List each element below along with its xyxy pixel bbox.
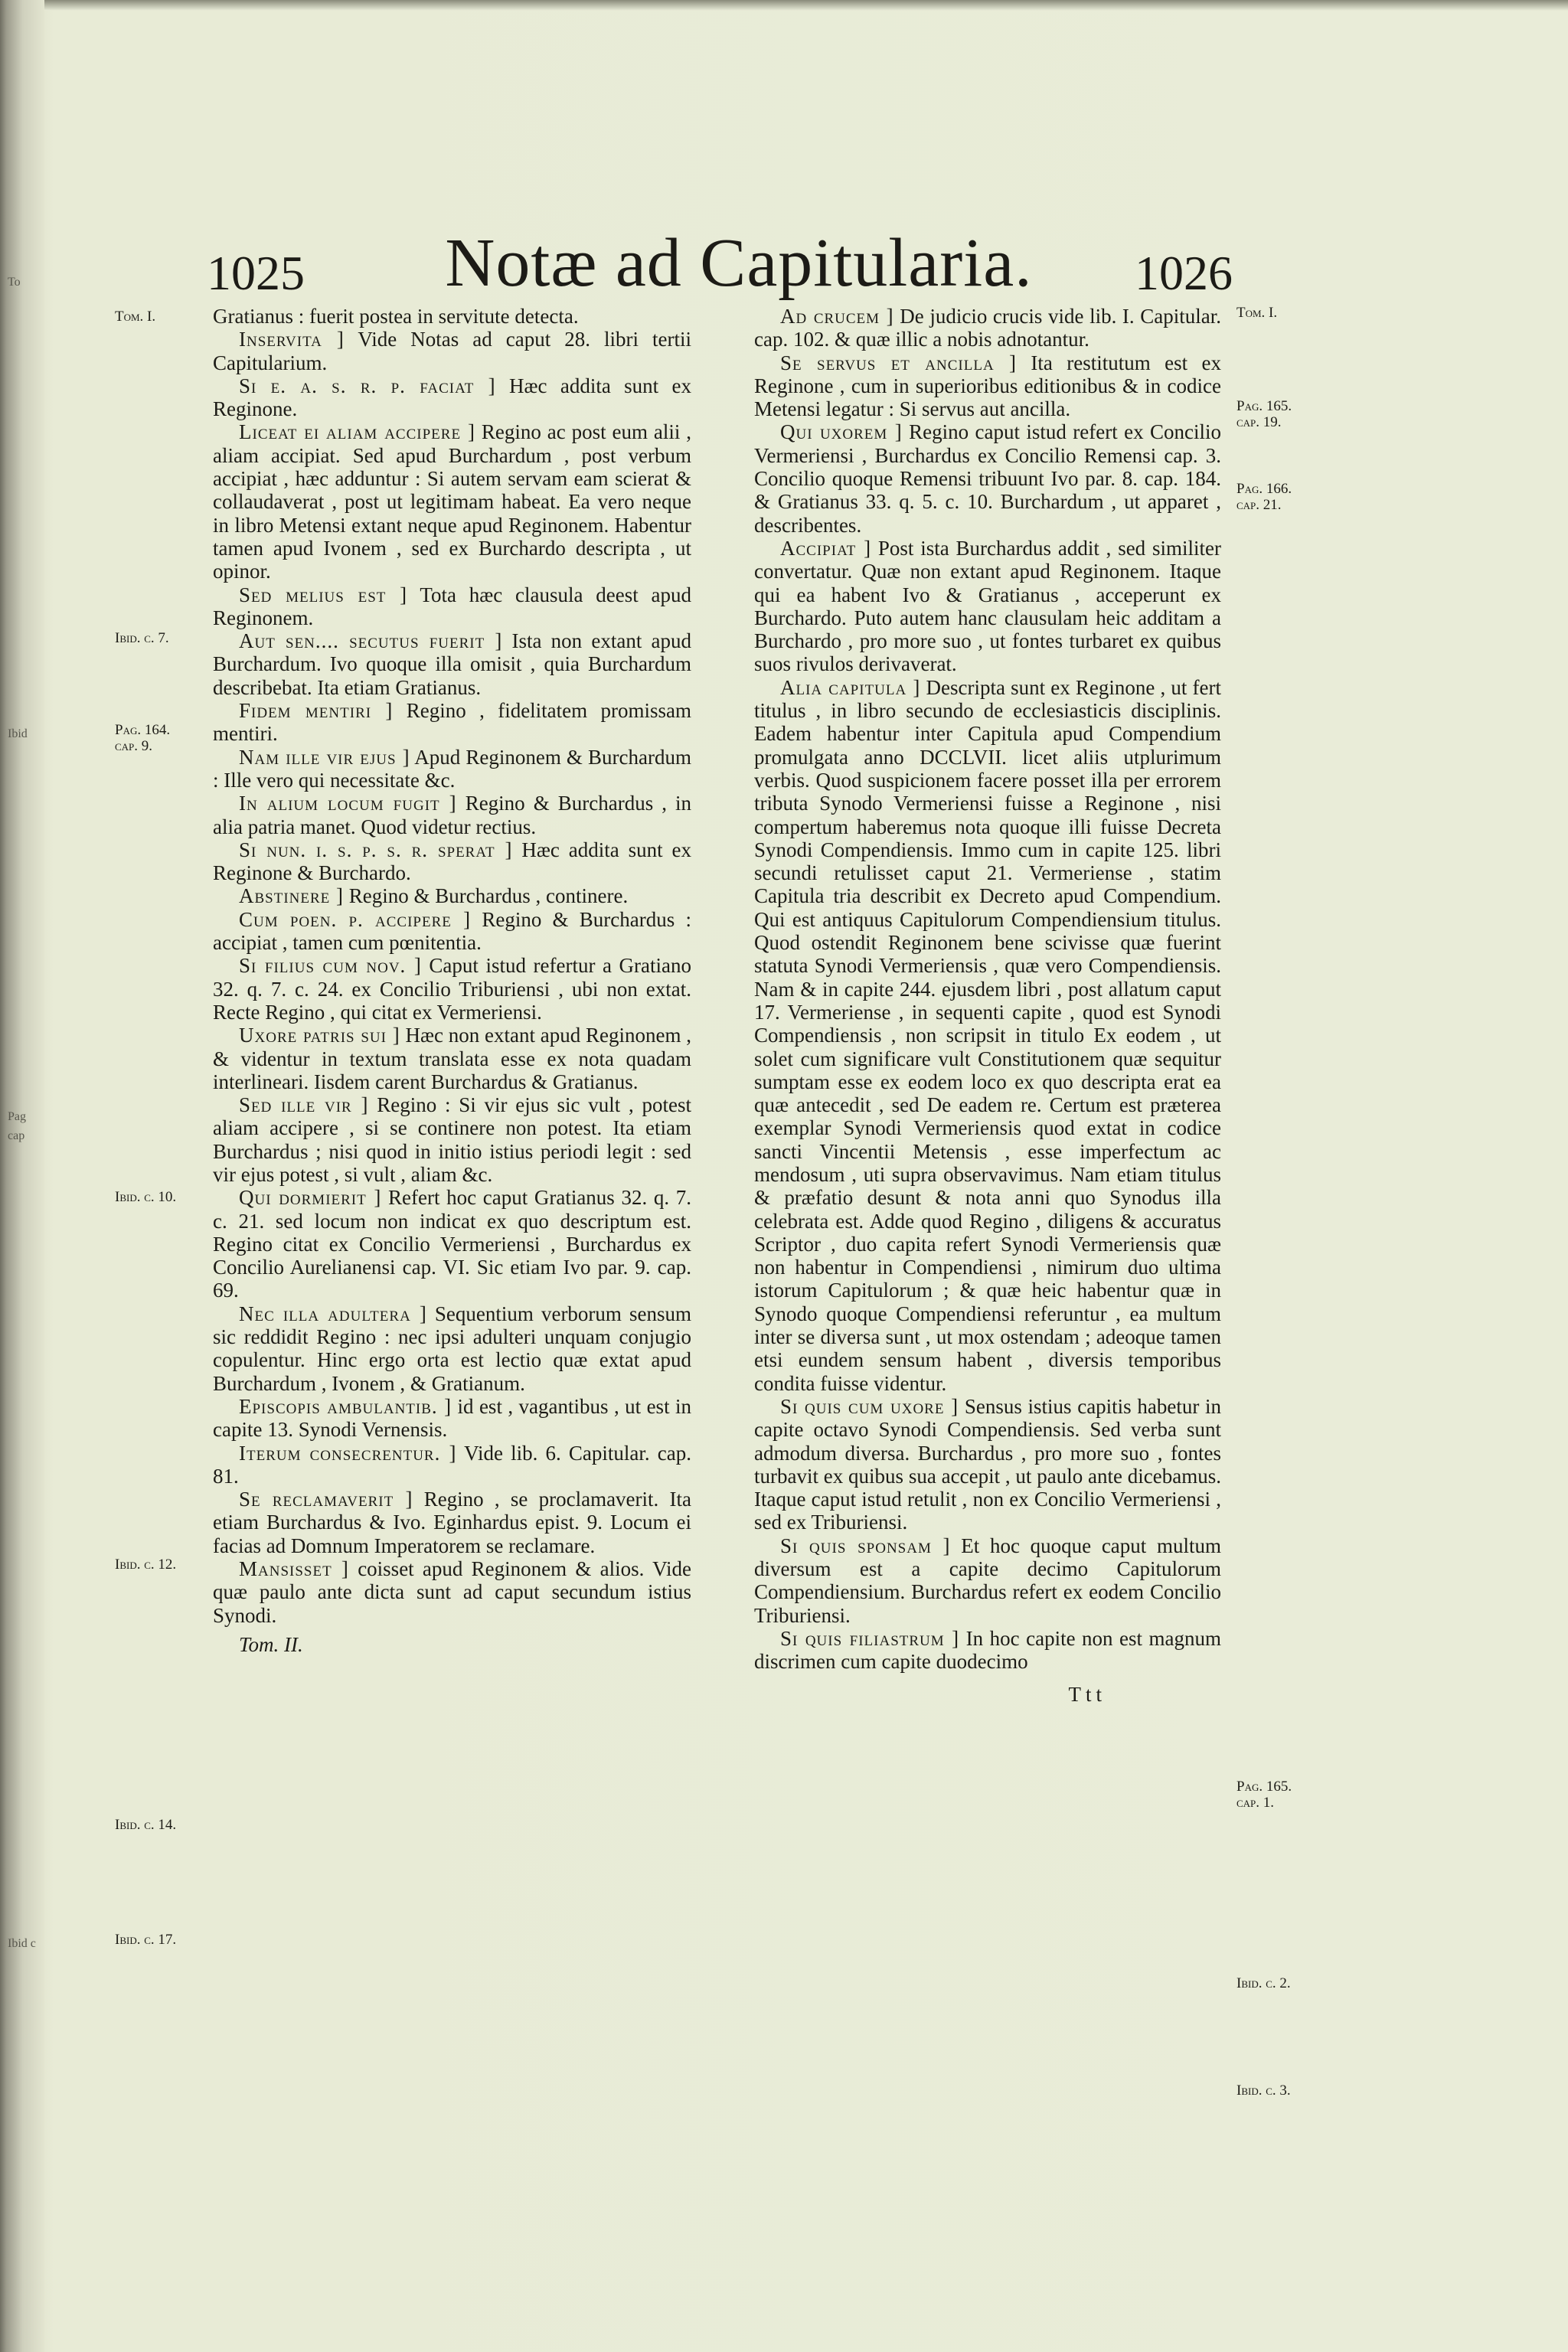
note-entry: Gratianus : fuerit postea in servitute detecta.: [213, 305, 579, 328]
note-entry: Episcopis ambulantib. ] id est , vagantibus , ut est in capite 13. Synodi Vernensis.: [213, 1394, 692, 1442]
margin-note: cap. 19.: [1236, 414, 1282, 430]
note-entry: Se servus et ancilla ] Ita restitutum est ex Reginone , cum in superioribus editionibus & in codice Metensi legatur : Si servus aut ancilla.: [754, 351, 1221, 421]
margin-note: Pag. 166.: [1236, 481, 1292, 497]
page-top-edge: [44, 0, 1568, 11]
binding-fragment: Pag: [8, 1110, 26, 1123]
margin-note: Ibid. c. 17.: [115, 1932, 177, 1948]
page-header: [207, 224, 1233, 308]
note-entry: Cum poen. p. accipere ] Regino & Burchardus : accipiat , tamen cum pœnitentia.: [213, 907, 691, 955]
margin-note: Pag. 165.: [1236, 1779, 1292, 1795]
note-entry: Qui uxorem ] Regino caput istud refert ex Concilio Vermeriensi , Burchardus ex Concilio Remensi cap. 3. Concilio quoque Remensi tribuunt Ivo par. 8. cap. 184. & Gratianus 33. q. 5. c. 10. Burchardum , ut apparet , describentes.: [754, 420, 1222, 537]
margin-note: Tom. I.: [1236, 305, 1278, 321]
note-entry: Aut sen.... secutus fuerit ] Ista non extant apud Burchardum. Ivo quoque illa omisit , quia Burchardum describebat. Ita etiam Gratianus.: [213, 629, 691, 699]
margin-note: Ibid. c. 14.: [115, 1817, 177, 1833]
page-number-right: 1026: [1135, 246, 1233, 300]
binding-fragment: To: [8, 276, 21, 289]
note-entry: Inservita ] Vide Notas ad caput 28. libri tertii Capitularium.: [213, 328, 691, 374]
note-entry: Sed ille vir ] Regino : Si vir ejus sic vult , potest aliam accipere , si se continere non potest. Ita etiam Burchardus ; nisi quod in initio istius periodi legit : sed vir ejus potest , si vult , aliam &c.: [213, 1093, 692, 1186]
left-column: [213, 305, 691, 1656]
signature-mark: Tom. II.: [239, 1632, 303, 1656]
note-entry: Si quis cum uxore ] Sensus istius capitis habetur in capite octavo Synodi Compendiensis. Sed verba sunt admodum diversa. Burchardus , pro more suo , fontes turbavit ex quibus sua accepit , ut paulo ante dicebamus. Itaque caput istud retulit , non ex Concilio Vermeriensi , sed ex Triburiensi.: [754, 1394, 1222, 1534]
note-entry: Nec illa adultera ] Sequentium verborum sensum sic reddidit Regino : nec ipsi adulteri unquam conjugio copulentur. Hinc ergo orta est lectio quæ extat apud Burchardum , Ivonem , & Gratianum.: [213, 1302, 691, 1395]
page-title: Notæ ad Capitularia.: [445, 225, 1033, 301]
margin-note: Ibid. c. 12.: [115, 1557, 177, 1573]
margin-note: Ibid. c. 3.: [1236, 2082, 1291, 2099]
note-entry: Si nun. i. s. p. s. r. sperat ] Hæc addita sunt ex Reginone & Burchardo.: [213, 838, 691, 885]
note-entry: Sed melius est ] Tota hæc clausula deest apud Reginonem.: [213, 583, 691, 629]
margin-note: Ibid. c. 2.: [1236, 1975, 1291, 1991]
binding-fragment: cap: [8, 1129, 25, 1142]
note-entry: Iterum consecrentur. ] Vide lib. 6. Capitular. cap. 81.: [213, 1441, 691, 1488]
margin-note: cap. 21.: [1236, 497, 1282, 513]
note-entry: Abstinere ] Regino & Burchardus , continere.: [239, 884, 629, 908]
note-entry: Accipiat ] Post ista Burchardus addit , sed similiter convertatur. Quæ non extant apud Reginonem. Itaque qui ea habent Ivo & Gratianus , acceperunt ex Burchardo. Puto autem hanc clausulam heic additam a Burchardo , pro more suo , ut fontes turbaret ex quibus suos rivulos derivaverat.: [754, 536, 1221, 676]
note-entry: Se reclamaverit ] Regino , se proclamaverit. Ita etiam Burchardus & Ivo. Eginhardus epist. 9. Locum ei facias ad Domnum Imperatorem se reclamare.: [213, 1488, 691, 1557]
book-binding: [0, 0, 44, 2352]
note-entry: Liceat ei aliam accipere ] Regino ac post eum alii , aliam accipiat. Sed apud Burchardum , post verbum accipiat , hæc adduntur : Si autem servam eam scierat & collaudaverat , post ut legitimam habeat. Ea vero neque in libro Metensi extant neque apud Reginonem. Habentur tamen apud Ivonem , sed ex Burchardo descripta , ut opinor.: [213, 420, 692, 583]
binding-fragment: Ibid: [8, 727, 28, 740]
margin-note: cap. 9.: [115, 738, 153, 754]
margin-note: Pag. 164.: [115, 722, 171, 738]
note-entry: Si filius cum nov. ] Caput istud refertur a Gratiano 32. q. 7. c. 24. ex Concilio Triburiensi , ubi non extat. Recte Regino , qui citat ex Vermeriensi.: [213, 954, 692, 1024]
note-entry: Ad crucem ] De judicio crucis vide lib. I. Capitular. cap. 102. & quæ illic a nobis adnotantur.: [754, 305, 1222, 351]
note-entry: Alia capitula ] Descripta sunt ex Reginone , ut fert titulus , in libro secundo de ecclesiasticis disciplinis. Eadem habentur inter Capitula apud Compendium promulgata anno DCCLVII. licet aliis utplurimum verbis. Quod suspicionem facere posset illa per errorem tributa Synodo Vermeriensi fuisse a Reginone , nisi compertum haberemus nota quoque illi fuisse Decreta Synodi Compendiensis. Immo cum in capite 125. libri secundi retulisset caput 21. Vermeriense , statim Capitula tria describit ex Decreto apud Compendium. Qui est antiquus Capitulorum Compendiensium titulus. Quod ostendit Reginonem bene scivisse quæ fuerint statuta Synodi Vermeriensis , quæ vero Compendiensis. Nam & in capite 244. ejusdem libri , post allatum caput 17. Vermeriense , in sequenti capite , quod est Synodi Compendiensis , non scripsit in titulo Ex eodem , ut solet cum significare vult Constitutionem quæ sequitur sumptam esse ex eodem loco ex quo descripta erat ea quæ antecedit , sed De eadem re. Certum est præterea exemplar Synodi Vermeriensis quod extat in codice sancti Vincentii Metensis , esse imperfectum ac mendosum , uti supra observavimus. Nam etiam titulus & præfatio desunt & nota anni quo Synodus illa celebrata est. Adde quod Regino , diligens & accuratus Scriptor , duo capita refert Synodi Vermeriensis quæ non habentur in Compendiensi , nimirum duo ultima istorum Capitulorum ; & quæ heic habentur quæ in Synodo quoque Compendiensi referuntur , ea multum inter se diversa sunt , ut mox ostendam ; adeoque tamen etsi eundem sensum habent , diversis temporibus condita fuisse videntur.: [754, 675, 1221, 1395]
right-column: [754, 305, 1221, 1706]
note-entry: In alium locum fugit ] Regino & Burchardus , in alia patria manet. Quod videtur rectius.: [213, 792, 692, 838]
binding-fragment: Ibid c: [8, 1937, 36, 1950]
note-entry: Si quis filiastrum ] In hoc capite non est magnum discrimen cum capite duodecimo: [754, 1626, 1222, 1674]
page-number-left: 1025: [207, 246, 305, 300]
catchword: Ttt: [1068, 1682, 1106, 1706]
note-entry: Fidem mentiri ] Regino , fidelitatem promissam mentiri.: [213, 699, 691, 746]
margin-note: Tom. I.: [115, 309, 156, 325]
note-entry: Nam ille vir ejus ] Apud Reginonem & Burchardum : Ille vero qui necessitate &c.: [213, 745, 691, 792]
note-entry: Mansisset ] coisset apud Reginonem & alios. Vide quæ paulo ante dicta sunt ad caput secundum istius Synodi.: [213, 1557, 691, 1627]
note-entry: Si quis sponsam ] Et hoc quoque caput multum diversum est a capite decimo Capitulorum Compendiensium. Burchardus refert ex eodem Concilio Triburiensi.: [754, 1534, 1221, 1627]
note-entry: Uxore patris sui ] Hæc non extant apud Reginonem , & videntur in textum translata esse ex nota quadam interlineari. Iisdem carent Burchardus & Gratianus.: [213, 1024, 691, 1093]
margin-note: Pag. 165.: [1236, 398, 1292, 414]
note-entry: Si e. a. s. r. p. faciat ] Hæc addita sunt ex Reginone.: [213, 374, 691, 421]
note-entry: Qui dormierit ] Refert hoc caput Gratianus 32. q. 7. c. 21. sed locum non indicat ex quo descriptum est. Regino citat ex Concilio Vermeriensi , Burchardus ex Concilio Aurelianensi cap. VI. Sic etiam Ivo par. 9. cap. 69.: [213, 1186, 691, 1302]
margin-note: cap. 1.: [1236, 1795, 1275, 1811]
margin-note: Ibid. c. 10.: [115, 1189, 177, 1205]
margin-note: Ibid. c. 7.: [115, 630, 169, 646]
